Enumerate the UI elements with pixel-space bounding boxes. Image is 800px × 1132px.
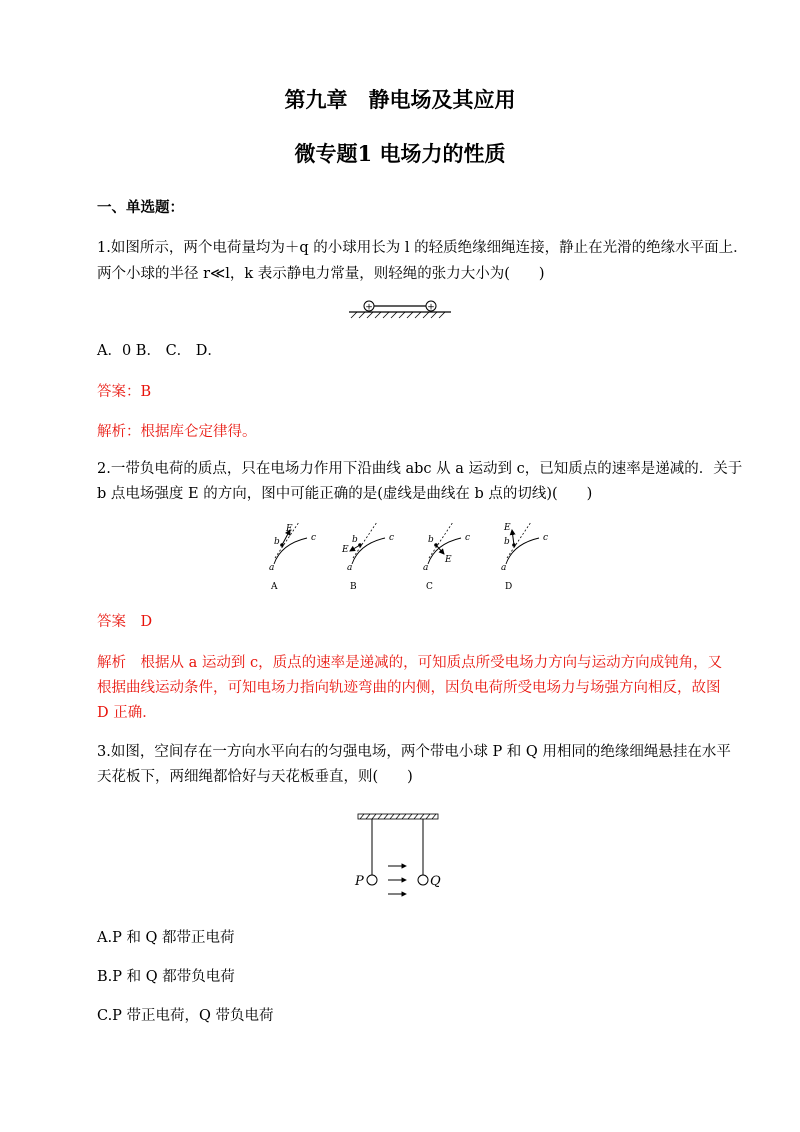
svg-text:b: b — [504, 537, 510, 547]
svg-text:b: b — [274, 537, 280, 547]
svg-text:c: c — [389, 533, 395, 543]
q1-plus-left: + — [365, 302, 373, 313]
svg-text:E: E — [286, 524, 293, 534]
svg-text:b: b — [352, 535, 358, 545]
svg-text:E: E — [445, 555, 452, 565]
svg-text:c: c — [543, 533, 549, 543]
q3-label-q: Q — [430, 874, 441, 889]
q3-option-b: B.P 和 Q 都带负电荷 — [97, 969, 235, 985]
q3-stem-line1: 3.如图，空间存在一方向水平向右的匀强电场，两个带电小球 P 和 Q 用相同的绝缘细绳悬挂在水平 — [97, 744, 731, 760]
q3-option-a: A.P 和 Q 都带正电荷 — [97, 930, 235, 946]
q3-stem-line2: 天花板下，两细绳都恰好与天花板垂直，则( ) — [97, 769, 413, 785]
q2-panel-c — [423, 522, 470, 592]
q1-plus-right: + — [427, 302, 435, 313]
svg-text:c: c — [311, 533, 317, 543]
q2-panel-b — [341, 522, 394, 592]
svg-text:C: C — [426, 582, 433, 592]
svg-text:E: E — [504, 523, 511, 533]
chapter-title: 第九章 静电场及其应用 — [284, 87, 516, 112]
q1-analysis: 解析：根据库仑定律得。 — [97, 424, 257, 440]
q2-panel-a — [269, 522, 316, 592]
q1-options: A．0 B． C． D． — [97, 343, 222, 359]
q1-answer: 答案：B — [97, 384, 152, 400]
svg-text:a: a — [423, 563, 429, 573]
q3-figure — [350, 810, 450, 902]
q3-ball-q — [418, 875, 428, 885]
q2-analysis-line2: 根据曲线运动条件，可知电场力指向轨迹弯曲的内侧，因负电荷所受电场力与场强方向相反，故图 — [97, 680, 721, 696]
svg-text:B: B — [350, 582, 357, 592]
svg-text:E: E — [342, 545, 349, 555]
section-title: 微专题1 电场力的性质 — [294, 141, 506, 166]
q1-stem-line2: 两个小球的半径 r≪l，k 表示静电力常量，则轻绳的张力大小为( ) — [97, 266, 545, 282]
svg-text:A: A — [271, 582, 278, 592]
q2-figure — [255, 522, 555, 594]
q1-figure — [345, 296, 455, 322]
q3-label-p: P — [355, 874, 364, 889]
svg-text:D: D — [505, 582, 513, 592]
q2-analysis-line1: 解析 根据从 a 运动到 c，质点的速率是递减的，可知质点所受电场力方向与运动方向成钝角，又 — [97, 655, 723, 671]
q2-analysis-line3: D 正确． — [97, 705, 157, 721]
svg-text:a: a — [269, 563, 275, 573]
section-heading: 一、单选题： — [97, 199, 184, 216]
q3-option-c: C.P 带正电荷，Q 带负电荷 — [97, 1008, 274, 1024]
svg-text:a: a — [501, 563, 507, 573]
q2-stem-line1: 2.一带负电荷的质点，只在电场力作用下沿曲线 abc 从 a 运动到 c，已知质点的速率是递减的．关于 — [97, 461, 743, 477]
q3-ball-p — [367, 875, 377, 885]
q2-answer: 答案 D — [97, 614, 153, 630]
svg-text:b: b — [428, 535, 434, 545]
q1-stem-line1: 1.如图所示，两个电荷量均为＋q 的小球用长为 l 的轻质绝缘细绳连接，静止在光滑的绝缘水平面上． — [97, 240, 748, 256]
q2-panel-d — [501, 522, 548, 592]
q2-stem-line2: b 点电场强度 E 的方向，图中可能正确的是(虚线是曲线在 b 点的切线)( ) — [97, 486, 593, 502]
svg-text:c: c — [465, 533, 471, 543]
svg-text:a: a — [347, 563, 353, 573]
